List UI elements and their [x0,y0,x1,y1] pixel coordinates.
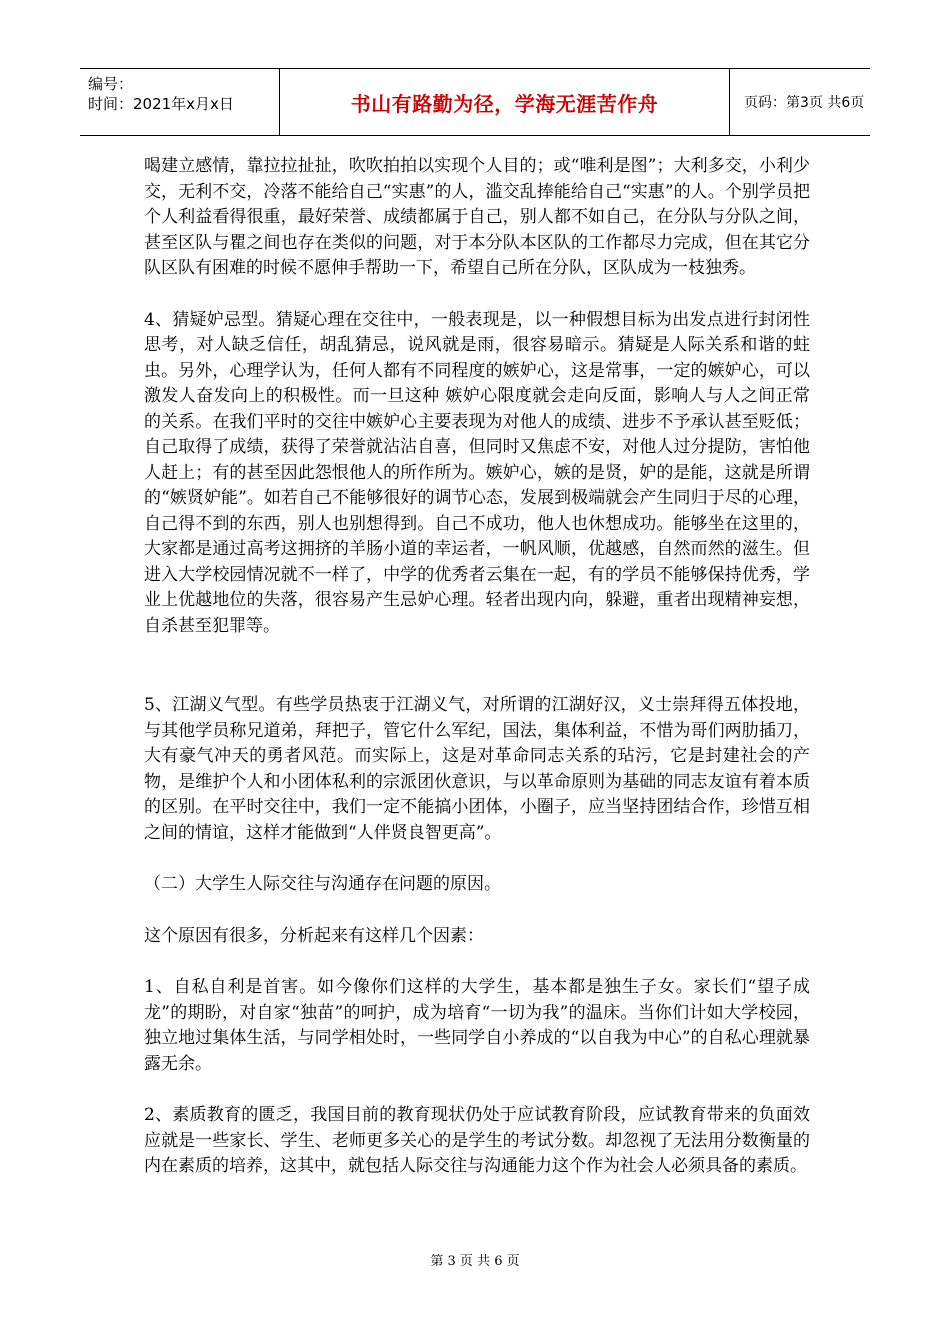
document-body [144,154,810,1180]
page-header [80,68,870,136]
header-page-cell [730,69,870,135]
paragraph-quality-education: 2、素质教育的匮乏，我国目前的教育现状仍处于应试教育阶段，应试教育带来的负面效应就是一些家长、学生、老师更多关心的是学生的考试分数。却忽视了无法用分数衡量的内在素质的培养，这其中，就包括人际交往与沟通能力这个作为社会人必须具备的素质。 [144,1105,810,1176]
header-meta-cell [80,69,280,135]
header-motto: 书山有路勤为径，学海无涯苦作舟 [350,91,659,116]
document-time-label: 时间：2021年x月x日 [88,95,234,113]
paragraph-jianghu-loyalty: 5、江湖义气型。有些学员热衷于江湖义气，对所谓的江湖好汉，义士崇拜得五体投地，与其他学员称兄道弟，拜把子，管它什么军纪，国法，集体利益，不惜为哥们两肋插刀，大有豪气冲天的勇者风范。而实际上，这是对革命同志关系的玷污，它是封建社会的产物，是维护个人和小团体私利的宗派团伙意识，与以革命原则为基础的同志友谊有着本质的区别。在平时交往中，我们一定不能搞小团体，小圈子，应当坚持团结合作，珍惜互相之间的情谊，这样才能做到“人伴贤良智更高”。 [144,695,810,843]
page-footer: 第 3 页 共 6 页 [430,1254,520,1269]
document-number-label: 编号： [88,75,134,93]
header-motto-cell [280,69,730,135]
header-page-code: 页码：第3页 共6页 [744,95,865,111]
paragraph-selfishness: 1、自私自利是首害。如今像你们这样的大学生，基本都是独生子女。家长们“望子成龙”的期盼，对自家“独苗”的呵护，成为培育“一切为我”的温床。当你们计如大学校园，独立地过集体生活，与同学相处时，一些同学自小养成的“以自我为中心”的自私心理就暴露无余。 [144,977,810,1074]
paragraph-continuation: 喝建立感情，靠拉拉扯扯，吹吹拍拍以实现个人目的；或“唯利是图”；大利多交，小利少交，无利不交，冷落不能给自己“实惠”的人，滥交乱捧能给自己“实惠”的人。个别学员把个人利益看得很重，最好荣誉、成绩都属于自己，别人都不如自己，在分队与分队之间，甚至区队与瞿之间也存在类似的问题，对于本分队本区队的工作都尽力完成，但在其它分队区队有困难的时候不愿伸手帮助一下，希望自己所在分队，区队成为一枝独秀。 [144,156,810,278]
paragraph-causes-intro: 这个原因有很多，分析起来有这样几个因素： [144,925,484,946]
paragraph-suspicion-jealousy: 4、猜疑妒忌型。猜疑心理在交往中，一般表现是，以一种假想目标为出发点进行封闭性思考，对人缺乏信任，胡乱猜忌，说风就是雨，很容易暗示。猜疑是人际关系和谐的蛀虫。另外，心理学认为，任何人都有不同程度的嫉妒心，这是常事，一定的嫉妒心，可以激发人奋发向上的积极性。而一旦这种 嫉妒心限度就会走向反面，影响人与人之间正常的关系。在我们平时的交往中嫉妒心主要表现为对他人的成绩、进步不予承认甚至贬低；自己取得了成绩，获得了荣誉就沾沾自喜，但同时又焦虑不安，对他人过分提防，害怕他人赶上；有的甚至因此怨恨他人的所作所为。嫉妒心，嫉的是贤，妒的是能，这就是所谓的“嫉贤妒能”。如若自己不能够很好的调节心态，发展到极端就会产生同归于尽的心理，自己得不到的东西，别人也别想得到。自己不成功，他人也休想成功。能够坐在这里的，大家都是通过高考这拥挤的羊肠小道的幸运者，一帆风顺，优越感，自然而然的滋生。但进入大学校园情况就不一样了，中学的优秀者云集在一起，有的学员不能够保持优秀，学业上优越地位的失落，很容易产生忌妒心理。轻者出现内向，躲避，重者出现精神妄想，自杀甚至犯罪等。 [144,309,810,636]
section-heading-causes: （二）大学生人际交往与沟通存在问题的原因。 [144,874,501,894]
